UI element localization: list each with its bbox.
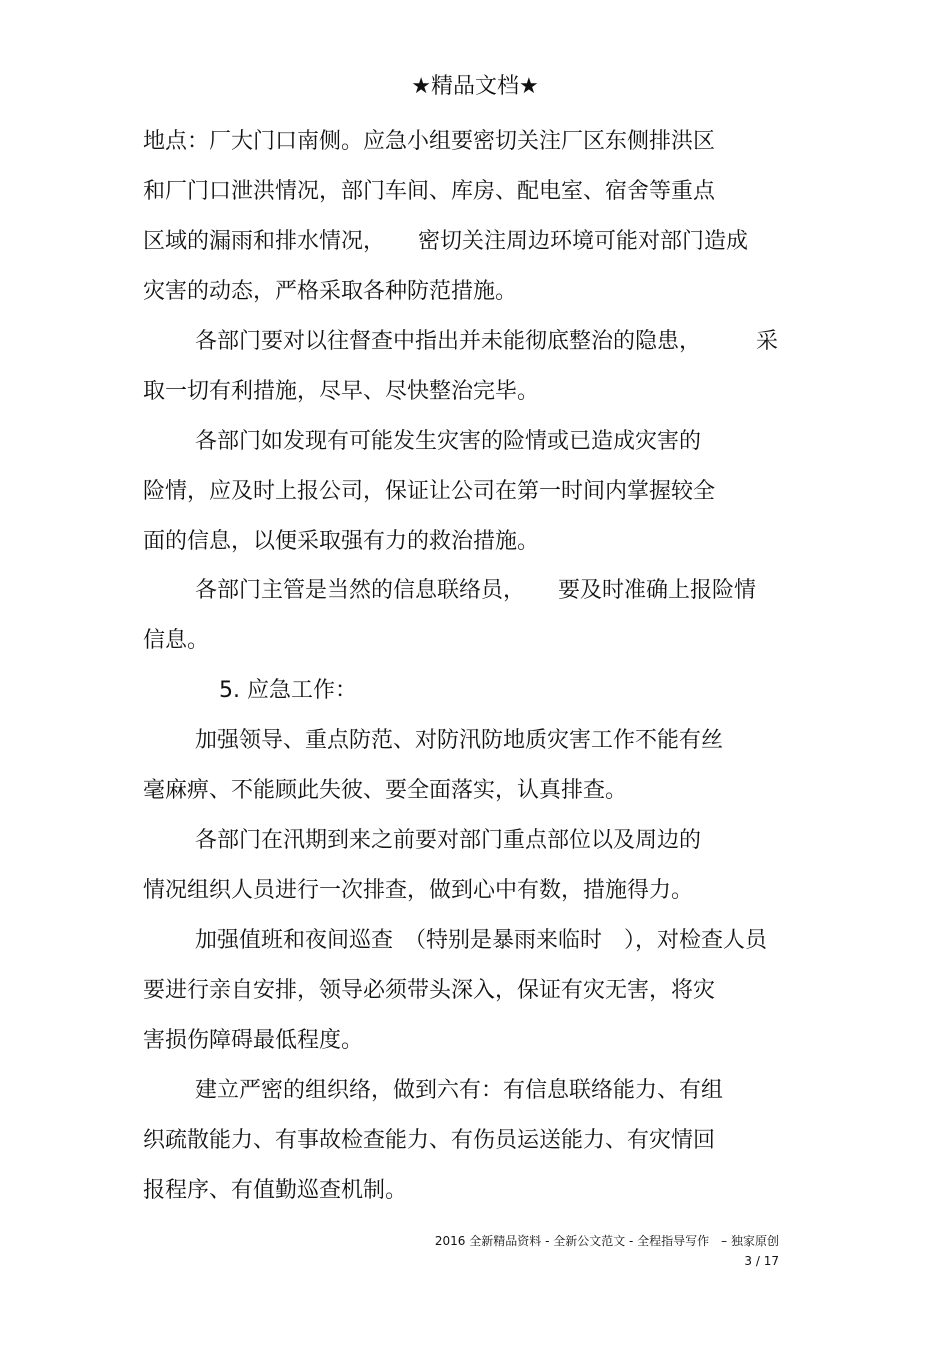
text-line: 取一切有利措施，尽早、尽快整治完毕。 bbox=[143, 379, 540, 404]
text-line: 各部门在汛期到来之前要对部门重点部位以及周边的 bbox=[195, 828, 702, 853]
text-line: 报程序、有值勤巡查机制。 bbox=[143, 1178, 408, 1203]
text-line: 灾害的动态，严格采取各种防范措施。 bbox=[143, 279, 518, 304]
text-line: 毫麻痹、不能顾此失彼、要全面落实，认真排查。 bbox=[143, 778, 628, 803]
text-line: 加强值班和夜间巡查 （特别是暴雨来临时 ），对检查人员 bbox=[195, 928, 768, 953]
text-line: 要进行亲自安排，领导必须带头深入，保证有灾无害，将灾 bbox=[143, 978, 716, 1003]
text-line: 区域的漏雨和排水情况， 密切关注周边环境可能对部门造成 bbox=[143, 229, 749, 254]
text-line: 织疏散能力、有事故检查能力、有伤员运送能力、有灾情回 bbox=[143, 1128, 716, 1153]
text-line: 面的信息，以便采取强有力的救治措施。 bbox=[143, 529, 540, 554]
text-line: 信息。 bbox=[143, 628, 210, 653]
text-line: 加强领导、重点防范、对防汛防地质灾害工作不能有丝 bbox=[195, 728, 724, 753]
text-line: 险情，应及时上报公司，保证让公司在第一时间内掌握较全 bbox=[143, 479, 716, 504]
page-number: 3 / 17 bbox=[744, 1254, 779, 1268]
text-line: 地点：厂大门口南侧。应急小组要密切关注厂区东侧排洪区 bbox=[143, 129, 716, 154]
text-line: 害损伤障碍最低程度。 bbox=[143, 1028, 364, 1053]
text-line: 和厂门口泄洪情况，部门车间、库房、配电室、宿舍等重点 bbox=[143, 179, 716, 204]
footer-note: 2016 全新精品资料 - 全新公文范文 - 全程指导写作 – 独家原创 bbox=[434, 1234, 779, 1248]
text-line: 建立严密的组织络，做到六有：有信息联络能力、有组 bbox=[195, 1078, 724, 1103]
text-line: 情况组织人员进行一次排查，做到心中有数，措施得力。 bbox=[143, 878, 694, 903]
text-line: 各部门如发现有可能发生灾害的险情或已造成灾害的 bbox=[195, 429, 702, 454]
text-line: 各部门要对以往督查中指出并未能彻底整治的隐患， 采 bbox=[195, 329, 779, 354]
section-heading: 5. 应急工作： bbox=[219, 678, 357, 703]
page-header-title: ★精品文档★ bbox=[411, 74, 539, 99]
text-line: 各部门主管是当然的信息联络员， 要及时准确上报险情 bbox=[195, 578, 757, 603]
